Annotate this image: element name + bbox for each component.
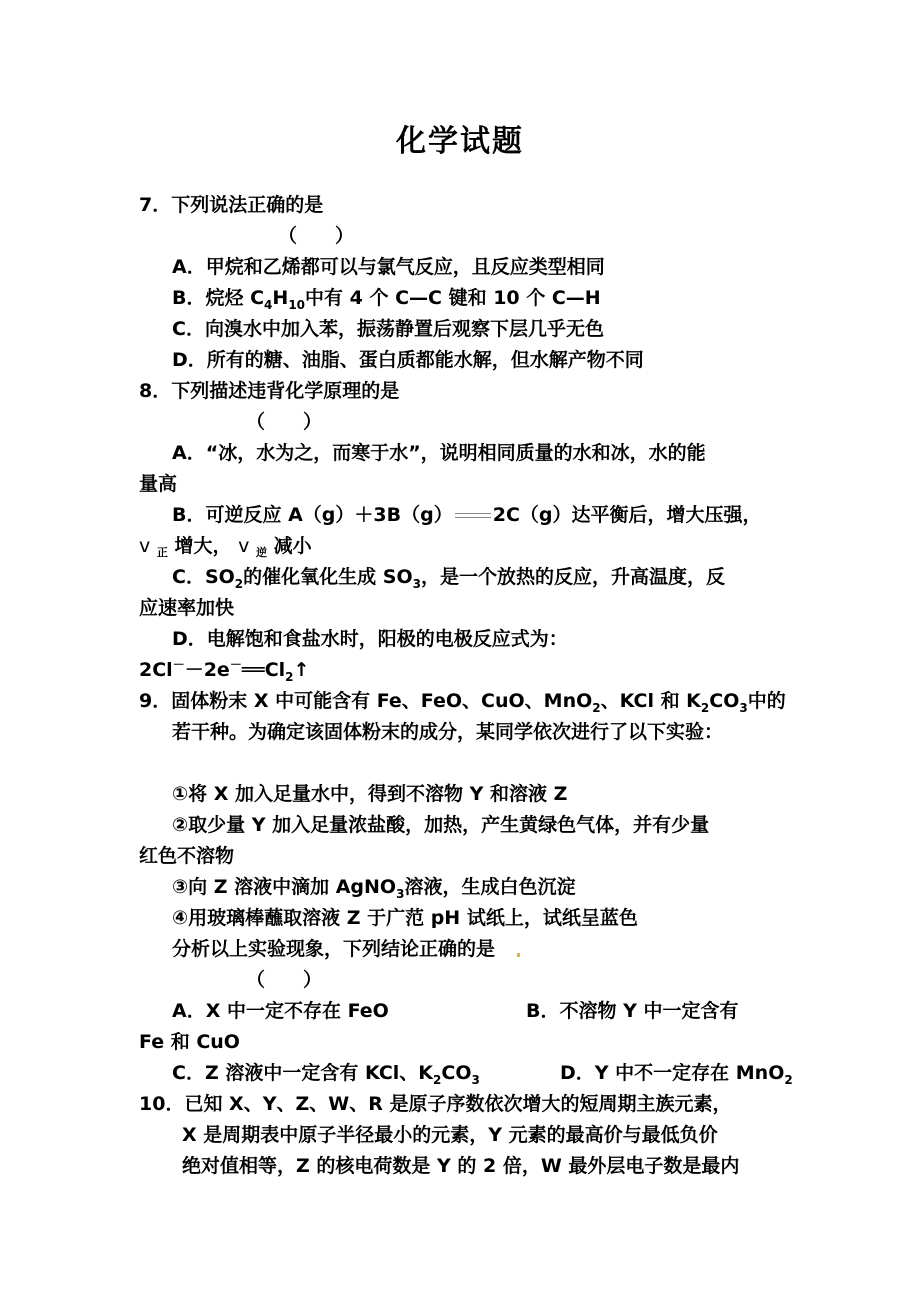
subscript: 3 bbox=[739, 700, 748, 715]
q9-step1: ①将 X 加入足量水中，得到不溶物 Y 和溶液 Z bbox=[172, 783, 568, 805]
text: 减小 bbox=[273, 535, 312, 557]
q7-option-a: A．甲烷和乙烯都可以与氯气反应，且反应类型相同 bbox=[172, 256, 605, 278]
q9-option-b-line2: Fe 和 CuO bbox=[139, 1031, 240, 1053]
q7-answer-blank: （ ） bbox=[278, 225, 355, 247]
subscript: 2 bbox=[784, 1072, 793, 1087]
q8-answer-blank: （ ） bbox=[246, 411, 323, 433]
text: 溶液，生成白色沉淀 bbox=[404, 876, 576, 898]
q8-option-a-line2: 量高 bbox=[139, 473, 178, 495]
q9-option-c bbox=[172, 1061, 480, 1085]
subscript: 2 bbox=[700, 700, 710, 715]
q10-line3: 绝对值相等，Z 的核电荷数是 Y 的 2 倍，W 最外层电子数是最内 bbox=[182, 1155, 740, 1177]
q9-analysis bbox=[172, 937, 520, 961]
q9-stem-line2: 若干种。为确定该固体粉末的成分，某同学依次进行了以下实验： bbox=[172, 721, 724, 743]
text: v bbox=[238, 535, 250, 557]
q9-option-b-line1: B．不溶物 Y 中一定含有 bbox=[526, 1000, 739, 1022]
text: H bbox=[272, 287, 289, 309]
text: 2Cl bbox=[139, 659, 173, 681]
q10-line1: 10．已知 X、Y、Z、W、R 是原子序数依次增大的短周期主族元素， bbox=[139, 1093, 732, 1115]
q7-option-d: D．所有的糖、油脂、蛋白质都能水解，但水解产物不同 bbox=[172, 349, 644, 371]
q8-option-b-line1 bbox=[172, 503, 761, 527]
text: v bbox=[139, 535, 151, 557]
q8-option-d-line1: D．电解饱和食盐水时，阳极的电极反应式为： bbox=[172, 628, 568, 650]
text: ，是一个放热的反应，升高温度，反 bbox=[420, 566, 725, 588]
q9-option-d bbox=[560, 1061, 793, 1085]
q8-option-a-line1: A．“冰，水为之，而寒于水”，说明相同质量的水和冰，水的能 bbox=[172, 442, 706, 464]
superscript: － bbox=[172, 657, 185, 672]
q9-option-a: A．X 中一定不存在 FeO bbox=[172, 1000, 389, 1022]
stray-dot bbox=[517, 953, 520, 957]
q7-option-c: C．向溴水中加入苯，振荡静置后观察下层几乎无色 bbox=[172, 318, 604, 340]
text: 2C（g）达平衡后，增大压强， bbox=[492, 504, 762, 526]
text: B．烷烃 C bbox=[172, 287, 265, 309]
q7-option-b bbox=[172, 286, 601, 310]
subscript: 10 bbox=[288, 297, 306, 312]
text: 分析以上实验现象，下列结论正确的是 bbox=[172, 938, 496, 960]
subscript: 3 bbox=[396, 886, 405, 901]
text: D．Y 中不一定存在 MnO bbox=[560, 1062, 785, 1084]
text: 增大， bbox=[174, 535, 232, 557]
q8-option-c-line1 bbox=[172, 565, 725, 589]
text: 、KCl 和 K bbox=[600, 690, 701, 712]
text: ══Cl bbox=[241, 659, 286, 681]
subscript: 正 bbox=[156, 546, 168, 559]
subscript: 2 bbox=[234, 576, 244, 591]
subscript: 2 bbox=[592, 700, 601, 715]
text: 中的 bbox=[747, 690, 786, 712]
text: 的催化氧化生成 SO bbox=[243, 566, 413, 588]
q7-stem: 7．下列说法正确的是 bbox=[139, 194, 324, 216]
q8-option-b-line2 bbox=[139, 534, 312, 565]
text: C．SO bbox=[172, 566, 235, 588]
q9-step2-line1: ②取少量 Y 加入足量浓盐酸，加热，产生黄绿色气体，并有少量 bbox=[172, 814, 710, 836]
q9-stem-line1 bbox=[139, 689, 786, 713]
subscript: 3 bbox=[412, 576, 421, 591]
q9-step4: ④用玻璃棒蘸取溶液 Z 于广范 pH 试纸上，试纸呈蓝色 bbox=[172, 907, 638, 929]
equilibrium-arrow-icon bbox=[455, 511, 491, 521]
q8-stem: 8．下列描述违背化学原理的是 bbox=[139, 380, 400, 402]
q8-option-d-equation bbox=[139, 658, 309, 682]
subscript: 逆 bbox=[256, 546, 268, 559]
gas-up-arrow-icon: ↑ bbox=[293, 659, 310, 681]
q9-answer-blank: （ ） bbox=[246, 969, 323, 991]
subscript: 3 bbox=[471, 1072, 480, 1087]
text: 9．固体粉末 X 中可能含有 Fe、FeO、CuO、MnO bbox=[139, 690, 593, 712]
subscript: 2 bbox=[433, 1072, 442, 1087]
text: －2e bbox=[184, 659, 230, 681]
text: ③向 Z 溶液中滴加 AgNO bbox=[172, 876, 397, 898]
text: C．Z 溶液中一定含有 KCl、K bbox=[172, 1062, 434, 1084]
q9-step3 bbox=[172, 875, 575, 899]
text: CO bbox=[709, 690, 740, 712]
q8-option-c-line2: 应速率加快 bbox=[139, 597, 235, 619]
text: B．可逆反应 A（g）＋3B（g） bbox=[172, 504, 453, 526]
subscript: 4 bbox=[264, 297, 273, 312]
text: CO bbox=[441, 1062, 472, 1084]
q10-line2: X 是周期表中原子半径最小的元素，Y 元素的最高价与最低负价 bbox=[182, 1124, 718, 1146]
subscript: 2 bbox=[285, 669, 294, 684]
q9-step2-line2: 红色不溶物 bbox=[139, 845, 235, 867]
page-title: 化学试题 bbox=[396, 124, 524, 159]
text: 中有 4 个 C—C 键和 10 个 C—H bbox=[305, 287, 601, 309]
superscript: － bbox=[229, 657, 242, 672]
